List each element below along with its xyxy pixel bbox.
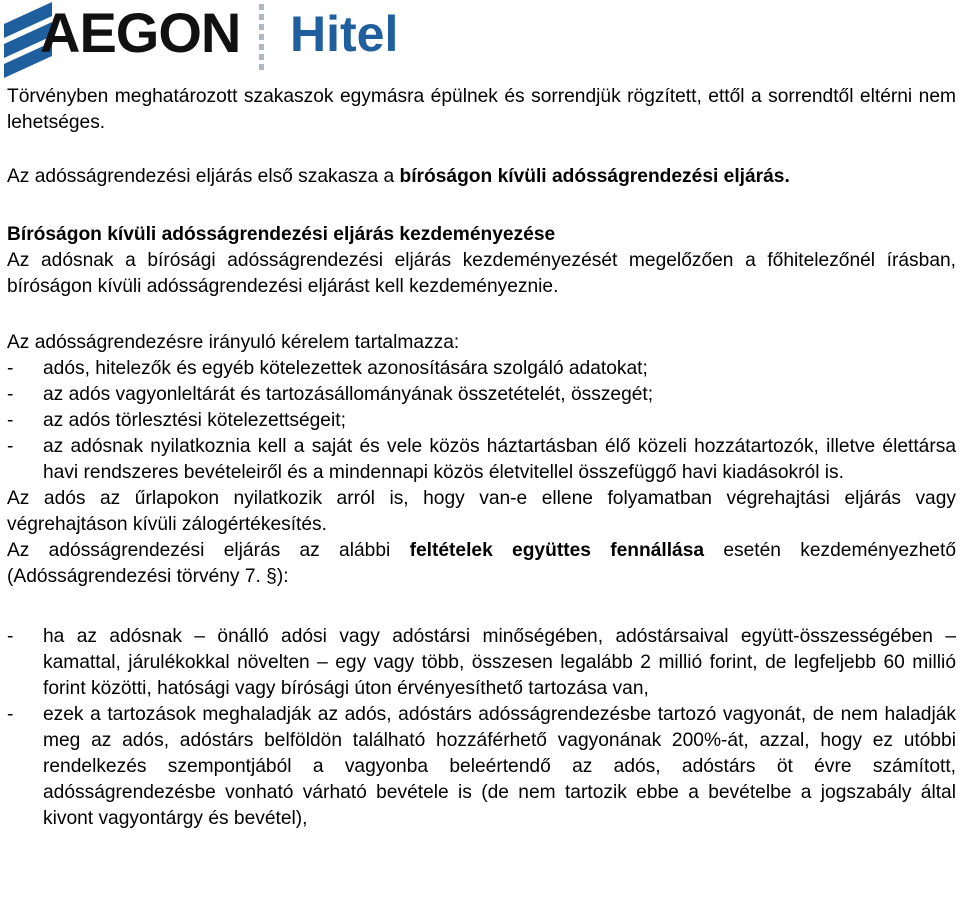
hitel-logo-wordmark: Hitel — [290, 6, 399, 62]
intro-paragraph: Törvényben meghatározott szakaszok egymásra épülnek és sorrendjük rögzített, ettől a sorrendtől eltérni nem lehetséges. — [7, 86, 956, 133]
list-item: - az adós törlesztési kötelezettségeit; — [7, 408, 956, 434]
enforcement-paragraph: Az adós az űrlapokon nyilatkozik arról is, hogy van-e ellene folyamatban végrehajtási eljárás vagy végrehajtáson kívüli zálogértékesítés. — [7, 488, 956, 535]
list-item: - ha az adósnak – önálló adósi vagy adóstársi minőségében, adóstársaival együtt-összességében – kamattal, járulékokkal növelten – egy vagy több, összesen legalább 2 millió forint, de legfeljebb 60 millió forint közötti, hatósági vagy bírósági úton érvényesíthető tartozása van, — [7, 624, 956, 702]
document-body — [7, 84, 956, 832]
first-stage-emphasis: bíróságon kívüli adósságrendezési eljárás. — [399, 166, 790, 187]
conditions-list — [7, 624, 956, 832]
logo-divider — [259, 4, 264, 72]
document-header — [0, 0, 960, 84]
conditions-emphasis: feltételek együttes fennállása — [409, 540, 705, 561]
conditions-paragraph: Az adósságrendezési eljárás az alábbi feltételek együttes fennállása esetén kezdeményezhető (Adósságrendezési törvény 7. §): — [7, 540, 956, 587]
first-stage-paragraph: Az adósságrendezési eljárás első szakasza a bíróságon kívüli adósságrendezési eljárás. — [7, 166, 790, 187]
aegon-logo-wordmark: AEGON — [40, 1, 241, 64]
initiation-paragraph: Az adósnak a bírósági adósságrendezési eljárás kezdeményezését megelőzően a főhitelezőnél írásban, bíróságon kívüli adósságrendezési eljárást kell kezdeményeznie. — [7, 250, 956, 297]
request-contents-list — [7, 356, 956, 486]
list-item: - az adós vagyonleltárát és tartozásállományának összetételét, összegét; — [7, 382, 956, 408]
list-item: - az adósnak nyilatkoznia kell a saját és vele közös háztartásban élő közeli hozzátartozók, illetve élettársa havi rendszeres bevételeiről és a mindennapi közös életvitellel összefüggő havi kiadásokról is. — [7, 434, 956, 486]
request-contents-intro: Az adósságrendezésre irányuló kérelem tartalmazza: — [7, 332, 460, 353]
section-heading: Bíróságon kívüli adósságrendezési eljárás kezdeményezése — [7, 224, 556, 245]
list-item: - adós, hitelezők és egyéb kötelezettek azonosítására szolgáló adatokat; — [7, 356, 956, 382]
list-item: - ezek a tartozások meghaladják az adós, adóstárs adósságrendezésbe tartozó vagyonát, de nem haladják meg az adós, adóstárs belföldön található hozzáférhető vagyonának 200%-át, azzal, hogy ez utóbbi rendelkezés szempontjából a vagyonba beleértendő az adós, adóstárs öt évre számított, adósságrendezésbe vonható várható bevétele is (de nem tartozik ebbe a bevételbe a jogszabály által kivont vagyontárgy és bevétel), — [7, 702, 956, 832]
